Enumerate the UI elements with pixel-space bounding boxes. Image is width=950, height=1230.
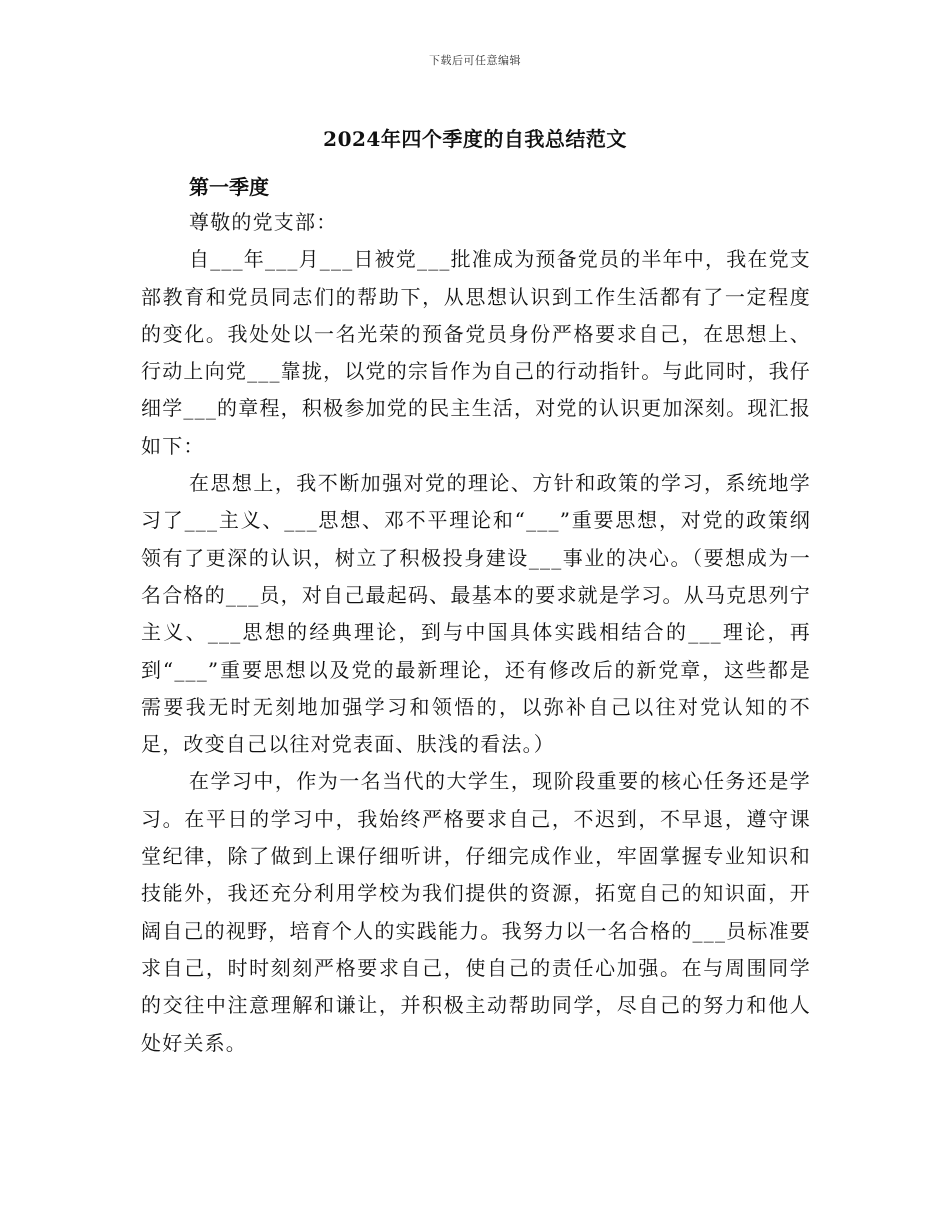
section-heading: 第一季度 [189,175,269,199]
paragraph-study: 在学习中，作为一名当代的大学生，现阶段重要的核心任务还是学习。在平日的学习中，我始终严格要求自己，不迟到，不早退，遵守课堂纪律，除了做到上课仔细听讲，仔细完成作业，牢固掌握专业知识和技能外，我还充分利用学校为我们提供的资源，拓宽自己的知识面，开阔自己的视野，培育个人的实践能力。我努力以一名合格的___员标准要求自己，时时刻刻严格要求自己，使自己的责任心加强。在与周围同学的交往中注意理解和谦让，并积极主动帮助同学，尽自己的努力和他人处好关系。 [141,769,811,1055]
paragraph-intro: 自___年___月___日被党___批准成为预备党员的半年中，我在党支部教育和党员同志们的帮助下，从思想认识到工作生活都有了一定程度的变化。我处处以一名光荣的预备党员身份严格要求自己，在思想上、行动上向党___靠拢，以党的宗旨作为自己的行动指针。与此同时，我仔细学___的章程，积极参加党的民主生活，对党的认识更加深刻。现汇报如下： [141,247,811,458]
document-body [141,170,811,1062]
paragraph-ideology: 在思想上，我不断加强对党的理论、方针和政策的学习，系统地学习了___主义、___思想、邓不平理论和“___”重要思想，对党的政策纲领有了更深的认识，树立了积极投身建设___事业的决心。（要想成为一名合格的___员，对自己最起码、最基本的要求就是学习。从马克思列宁主义、___思想的经典理论，到与中国具体实践相结合的___理论，再到“___”重要思想以及党的最新理论，还有修改后的新党章，这些都是需要我无时无刻地加强学习和领悟的，以弥补自己以往对党认知的不足，改变自己以往对党表面、肤浅的看法。） [141,471,811,757]
page-header-note: 下载后可任意编辑 [429,54,521,67]
salutation: 尊敬的党支部： [189,210,338,234]
document-title: 2024年四个季度的自我总结范文 [323,127,627,151]
